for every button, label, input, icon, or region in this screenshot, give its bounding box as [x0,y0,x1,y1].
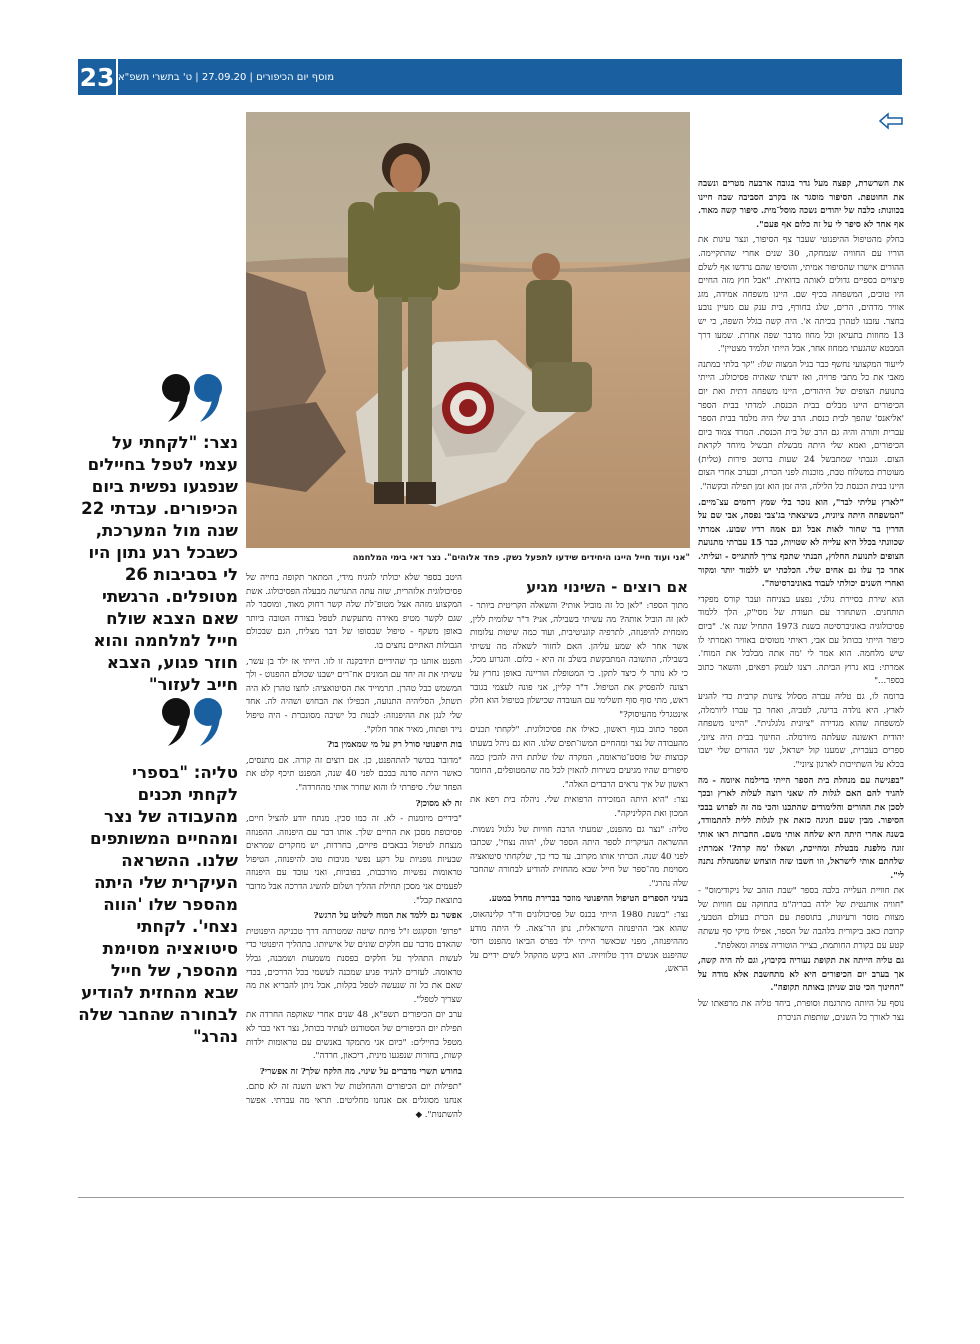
article-paragraph: "מדובר בכושר להתהפנט, כן. אם רוצים זה קורה. אם מתנסים, כאשר היתה סדנה בבכם לפני 40 שנה, המפנט תיכף קלט את הפחד שלי. סיפרתי לו והוא שחרר אותי מהחרדה". [246,755,462,793]
article-paragraph: הוא שירת בסיירת גולני, נפצע בצניחה ועבר קורס מפקדי תותחנים. השתחרר עם תעודת של מסי"ק, הלך ללמוד פסיכולוגיה באוניברסיטה בשנת 1973 התחיל שנה א'. "ביום כיפור הייתי בכותל עם אבי, ראיתי מטוסים באוויר ואמרתי לו שיש מלחמה. הוא אמר לי 'מה אתה מבלבל את המוח'. אמרתי: בוא נרוץ הביתה. רצנו לעמק רפאים, והשאר כתוב בספר..." [698,594,904,687]
article-paragraph: "תפילות יום הכיפורים וההחלטות של ראש השנה זה לא סתם. אנחנו מסוגלים אם אנחנו מחליטים. תראי מה עברתי. אפשר להשתנות". ◆ [246,1082,462,1120]
article-paragraph: הספר כתוב בגוף ראשון, כאילו את פסיכולוגית. "לקחתי תכנים מהעבודה של נצר ומהחיים המשו־תפים שלנו. הוא גם ניהל בשעתו קבוצות של פוסט־טראומה, המקרה שלו שלתת היה להכין כמה סיפורים שהיו מגיעים כשירות להאזין לכל מה שהמטופלים, החומר ראשון של איך נראים הרבדים האלה". [470,725,688,790]
article-paragraph: ברומה לו, גם טליה עברה מסלול ציונות קרבית כדי להגיע לארץ. היא נולדה בריגה, לטביה, ואחר כך עברו ליורמלה, למשפחה שהוא מגדירה "ציונית גלגלנית". "היינו משפחה יהודית ראשונה שעלתה מיורמלה. החינוך בבית היה ציוני, ספרים בעברית, שמענו קול ישראל, שני ההורים שלי ישבו בכלא על השתייכות לארגון ציוני". [698,691,904,770]
article-paragraph: "פרופ' ווסקוגט ז"ל פיתח שיטה שמטרתה דרך טכניקה היפנוטית שהאדם מדבר עם חלקים שונים של אישיותו. בתהליך היפנוטי כדי לעשות התהליך על חלקים בפסנת משמעות ושמבנה, גבלל טראומה. לעזרים להגיד פגיע שמכנה לעשמי בכל הדרכים, בכדי שאם את כל זה שנעשה לטפל בקלות, אבל ניתן להבריא את מה שצריך לטפל". [246,926,462,1005]
article-paragraph: נוסף על היותה מתרגמת וסופרת, ביחד טליה את מרפאתו של נצר לאורך כל השנים, שותפות הניכרת [698,999,904,1023]
quote-mark-icon [158,370,226,422]
article-paragraph: את השרשרת, קפצה מעל גדר בגובה ארבעה מטרים ונשבה את החוטפת. הסיפור מוסגר אז בקרב הסביבה שבה חיינו בכוונות: כלבה של יהודים נשכה מוסל־מית. סיפור קשה מאוד. אף אחד לא סיפר לי על זה כלום אף פעם". [698,179,904,230]
article-paragraph: את חוויית העלייה בלבה בספר "שבת הזהב של ניקודימוס" - "חוויה אותנטית של ילדה בבריה"מ בתחוקה עם חוויות של מצוות מוסר ורעיונות, בתוספת עם הכרת בעולם הטבעי, קרובת כאב ביקורית בלהבה של הספר, אפילו מיקי סף עשתה קטע עם בקורת החותמת, בצייר הוטוריה צפויה ומאלפת". [698,886,904,951]
article-column-right [698,178,904,1184]
article-paragraph: היטב בספר שלא יכולתי להגיח מידי, המתאר תקופה בחייה של פסיכולוגית אלזהרית, שזה עתה התגרשה מבעלה הפסיכולוג. אשת המקצוע מזהה אצל מטופ־לת שלה קשר רחוק מאוד, ומוסבר לה שגם לקשר מטיפ מאירה מתעקשת לטפל בצורה הטובה ביותר באופן משקף - טיפול שבסופו של דבר מצליח, הגם שבכולם הגבולות האתיים נחצים בו. [246,573,462,651]
article-column-middle [470,572,688,1184]
article-paragraph: בות היפנוטי סורל רק על מי שמאמין בו? [327,740,462,751]
article-paragraph: נצר: "היא היתה המזכירה הרפואית שלי. ניהלה בית רפא את המכון ואת הקליניקה". [470,795,688,819]
article-paragraph: לייעוד המקצועי נחשף כבר בגיל המצוה שלו: "קר בלתי במתנה מאבי את כל מתבי פרויה, ואז ידעתי שאהיה פסיכולוג. הייתי בתנועת הצופים של היהודים, היינו משפחה דתית ואת יום הכיפורים היינו מבלים בבית הכנסת. למדתי בבית הספר 'אליאנס' שהפך לבית כנסת. הרב שלי היה מלמד בבית הספר עברית ותורה והיה גם הרב של בית הכנסת. המרד צמוד ביום הכיפורים, ואמא שלי היתה מבשלת תבשיל מיוחד לקראת הצום. וגנבתי שמתבשל 24 שעות ברוטב פירות (טלית) מעוטרת במשלוח טבת, מוכנות לפני הכרת, ובערב אחרי הצום היינו בבית הכנסת כל הלילה, היה זמן הוא זמן תפילה ובקשה". [698,359,904,493]
article-paragraph: בחלק מהטיפול ההיפנוטי שעבר צף הסיפור, ונצר עיגות את הוריו עם החוויה שנמחקה, 30 שנים אחרי שהתקיימה. ההורים אישרו שהסיפור אמיתי, והוסיפו שהם נרדשו אף לשלם פיצויים בספיים גדולים לאותה בדואית. "אבל חוץ מזה החיים היו טובים, המשפחה בכיף שם. היינו משפחה אמידה, מזג אוויר מדהים, הרים, שלג בחורף, בית ענק עם מעיין נובע בחצר. עזבנו לטהרן בכיתה א'. היה קשה בגלל השפה, כי יש 13 מחוזות בתעיאן וכל מחוז מדבר שפה אחרת. שמעו דרך המבטא שהגעתי ממחוז אחר, אבל הייתי תלמיד מצטיין". [698,235,904,355]
article-paragraph: ערב יום הכיפורים תשפ"א, 48 שנים אחרי שאוקפה החרדה את תפילת יום הכיפורים של הסטודנט לעתיד בכותל, נצר דאי כבר לא מטפל בחיילים: "כיום אני מתמקד באנשים עם טראומות ילדות קשות, בחורות שנפגעו מינית, דיכאון, חרדה". [246,1010,462,1062]
article-paragraph: זה לא מסוכן? [415,798,462,809]
article-column-left [246,572,462,1184]
pull-quote-netzer: נצר: "לקחתי על עצמי לטפל בחיילים שנפגעו נפשית ביום הכיפורים. עבדתי 22 שנה מול המערכת, כשבכל רגע נתון היו לי בסביבות 26 מטופלים. הרגשתי שאם הצבא שולח חייל למלחמה והוא חוזר פגוע, הצבא חייב לעזור" [81,433,238,694]
article-paragraph: "בידיים מיומנות - לא. זה כמו סכין. מנתח יודע להציל חיים, פסיכופת מסכן את החיים שלך. אותו דבר עם היפנוזה. ההפנוזה מנצחת לטיפול בבאבים פיזיים, בחרדות, יש מחקרים שמראים שבעיות גופניות על רקע נפשי מגיבות טוב להיפנוזה, הטיפול טראומות נפשיות מורכבות, בפוביות, ואני עובד עם היפנוזה לפעמים אני מסכן תחילת ההליך ושלום להשיג הדרכה אבל מדובר בתוצאת קבל". [246,814,462,906]
header-title: מוסף יום הכיפורים | 27.09.20 | ט' בתשרי תשפ"א [118,59,902,95]
page-number: 23 [78,59,116,95]
article-subhead: אם רוצים - השינוי מגיע [526,578,688,596]
article-paragraph: אפשר גם ללמד את המוח לשלוט על הרגש? [313,911,462,922]
article-paragraph: "לארץ עליתי לבד", הוא נזכר בלי שמץ רחמים עצ־מיים. "המשפחה היתה ציונית, כשיצאתי בג'צבי נפסה, אבי שם על הדרין בר שחור לאות אבל וגם אמה רדיו שבוע. אמרתי שכוונתי בכלל היא עלייה לא שטויות, כבר 15 עברתי מתנועת הצופים לתנועת החלוץ, הבנתי שתכף צריך להתגייס - ועליתי. אחד כך עלו גם אחים שלי. הכלכתי יש ללמוד יותר ומקור ואחרי השנים יכולתי לעבוד באוניברסיטה". [698,497,904,590]
pull-quote-talia: טליה: "בספרי לקחתי תכנים מהעבודה של נצר ומהחיים המשותפים שלנו. ההשראה העיקרית שלי היתה מהספר שלו 'הווה נצחי'. לקחתי סיטואציה מסוימת מהספר, של חייל שבא מהחזית להודיע לבחורה שהחבר שלה נהרג" [78,763,238,1046]
article-paragraph: נצר: "בשנת 1980 הייתי בכנס של פסיכולוגים וד"ר קלינהאוס, שהוא אבי ההיפנוזה הישראלית, נתן הר־צאה. לי היתה מודע מההיפנוזה, מפני שכאשר הייתי ילד בפרס הביאו מהפנט רוסי שהיפנט אנשים דרך טלוויזיה. הוא ביקש מהקהל לשים ידיים על הראש, [470,910,688,975]
article-paragraph: טליה: "נצר גם מהפנט, שמעתי הרבה חוויות של גלגול נשמות. ההשראה העיקרית לספר היתה הספר שלו, 'הווה נצחי', שכתבו לפני 40 שנה. הכרתי אותו מקרוב. עד כדי כך, שלקחתי סיטואציה מסוימת מה־ספר של חייל שבא מהחזית להודיע לבחורה שהחבר שלה נהרג". [470,824,688,889]
article-paragraph: מתוך הספר: "לאן כל זה מוביל אותי? והשאלה הקריטית ביותר - לאן זה הוביל אותה? מה עשיתי בשבילה, אני? ד"ר שלומית ללין, מומחית להיפנוזה, לתרפיה קוגניטיבית, ועוד כמה שיטות עלומות אשר אחר לא שמע עליהן. האם לחזור לשאלה מה עשיתי בשבילה, התשובה המתבקשת בשלב זה היא - כלום. והגרוע מכל, כי לא נותר לי כיצד לתקן. כי המטופלת הוריינה באופן נחרץ על רצונה להפסיק את הטיפול. ד"ר קליין, אני פונה לעצמי בגובר ראש, מתי סוף סוף תשלימי עם העובדה שכישלון בטיפול הוא חלק אינטגרלי מהעיסוק?" [470,601,688,720]
article-paragraph: בחודש תשרי מדברים על שינוי. מה הלקח שלך? זה אפשרי? [259,1066,462,1077]
article-paragraph: בעיני הספרים הטיפול ההיפנוטי מוזכר בברירת מחדל במטע. [488,894,688,905]
photo-caption: "אני ועוד חייל היינו היחידים שידעו לתפעל נשק. פחד אלוהים". נצר דאי בימי המלחמה [352,553,690,563]
article-paragraph: והפנט אותנו כך שהידיים תידבקנה זו לזו. הייתי אז ילד בן עשר, עשיתי את זה יחד עם המונים אח־רים ישבנו שכולם ההפנוט - ולך המשמש כבל טהרן. תרמוייד את הסיטואציה: לחצו טהרן לא היה תשתל, הסליהיה התנועה, הכפילו את הבחוש ושהיה לה. אחד שלי לנגן את ההיפנוזה: לבנות כל ישיבה מסונכרת - היה טיפול נייד ופתוח, מאיר אחד חלוק". [246,656,462,735]
article-paragraph: גם טליה הייתה את תקופת נעוריה בקיבוץ, וגם לה היה קשה, אך בערב יום הכיפורים היא לא מתחשבת אלא מודה על "החינוך הכי טוב שניתן באותה תקופה". [698,956,904,994]
bottom-divider [78,1197,904,1198]
article-paragraph: "בפגישה עם מנהלת בית הספר הייתי בדילמה איומה - מה להגיד להם האם לגלות לה שאני רוצה לעלות לארץ ובכך לסכן את ההורים והלימודים שהתכנו והכי מה זה לפרוש בבכי הסיפור. מבין שעם חגיגה כזאת אין לגלות ללית להתמודד, בשנה אחרי היתה היא שלחה אותי משם. החברות ראו אותי זוגה מלפנת מבטלת ומחייכת, ושאלו 'מה קרה?' אמרתי: שלחתם אותי לישראל, וזו חשבו שזה הוצחש שהמנהלת נתנה לי". [698,775,904,881]
quote-mark-icon [158,694,226,746]
continue-arrow-icon [878,112,904,130]
article-photo [246,112,690,548]
page-header [78,59,902,95]
